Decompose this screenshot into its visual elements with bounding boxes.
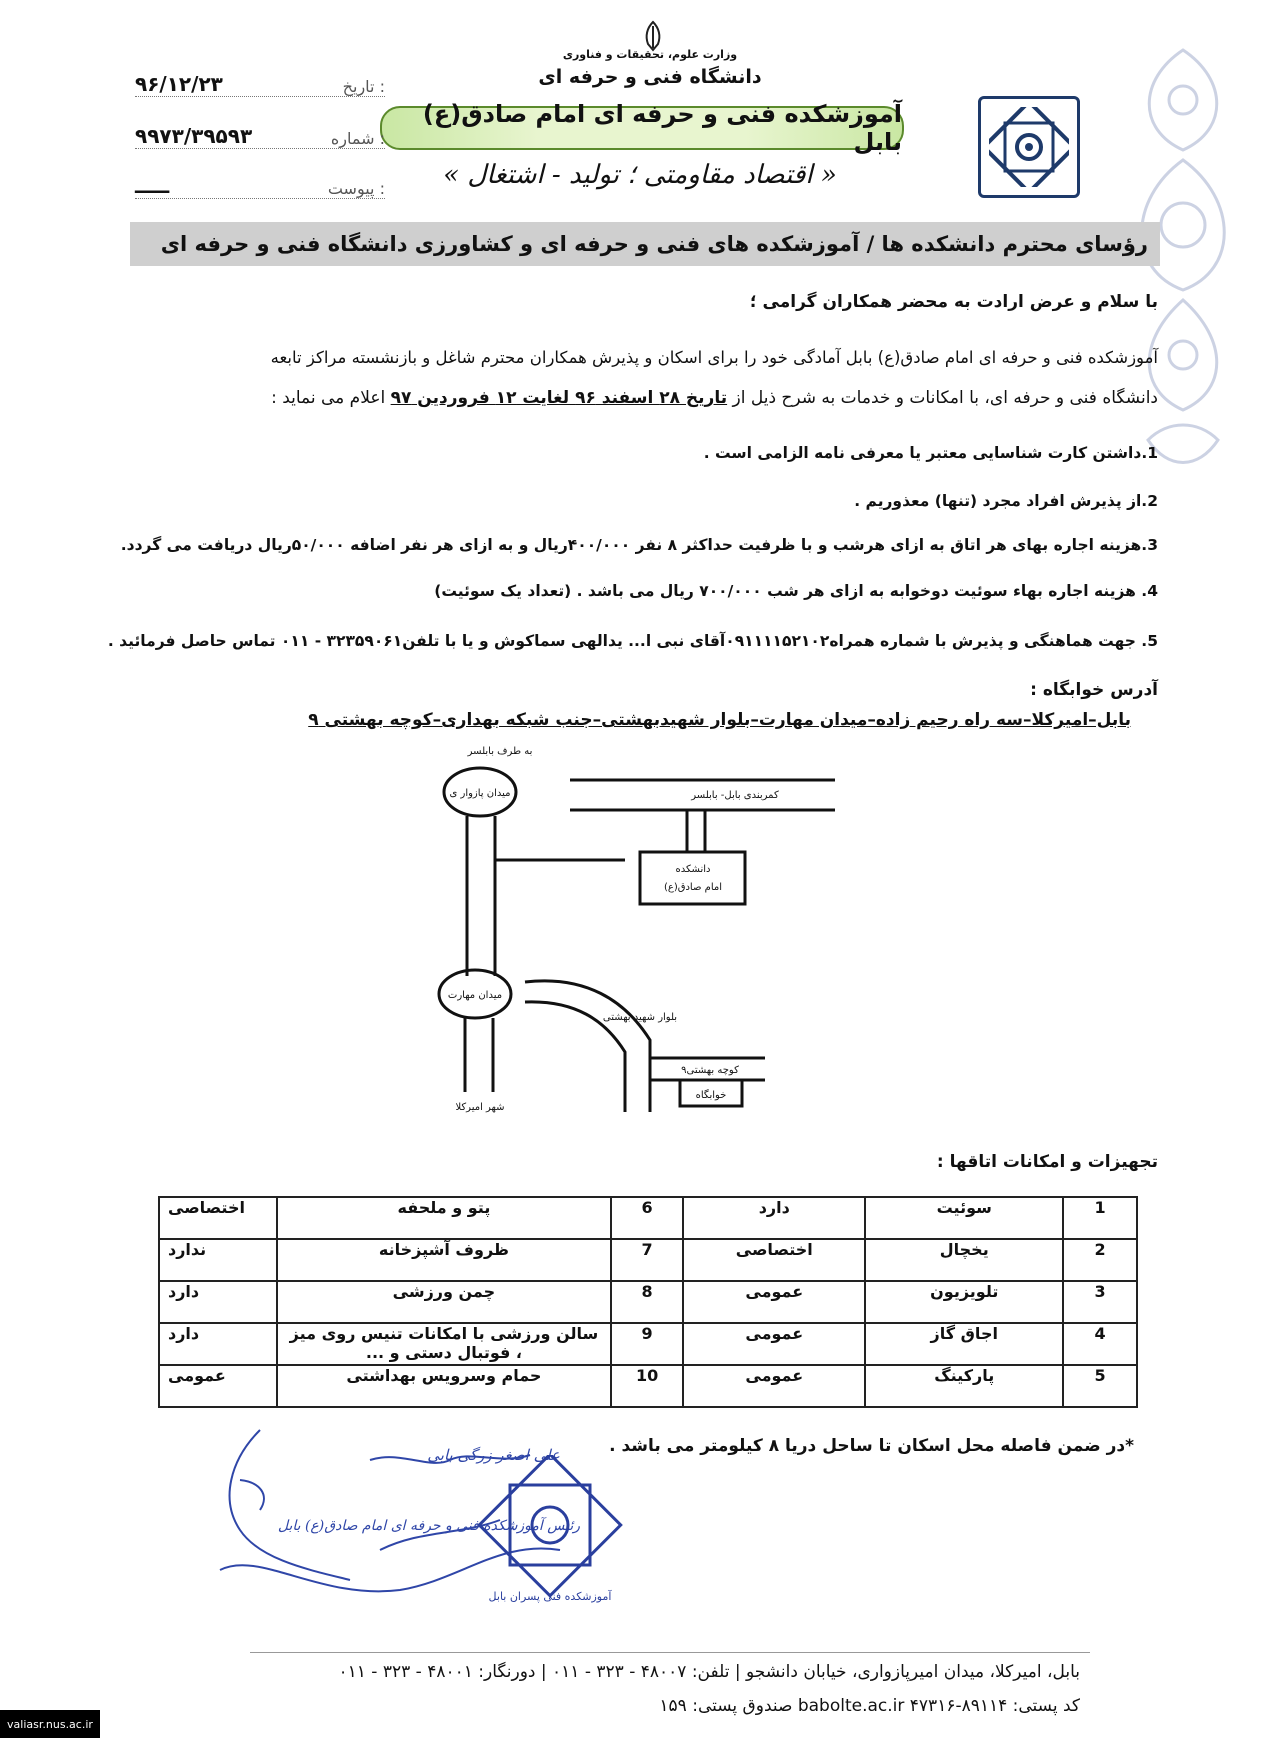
ministry-name: وزارت علوم، تحقیقات و فناوری <box>562 48 738 61</box>
intro-prefix: دانشگاه فنی و حرفه ای، با امکانات و خدمات به شرح ذیل از <box>732 388 1158 408</box>
equipment-title: تجهیزات و امکانات اتاقها : <box>936 1152 1158 1172</box>
note: *در ضمن فاصله محل اسکان تا ساحل دریا ۸ کیلومتر می باشد . <box>609 1436 1134 1456</box>
intro-suffix: اعلام می نماید : <box>271 388 386 408</box>
table-cell: دارد <box>159 1323 277 1365</box>
map-label: خوابگاه <box>695 1090 727 1101</box>
table-cell: دارد <box>159 1281 277 1323</box>
table-cell: 4 <box>1063 1323 1137 1365</box>
equipment-table <box>158 1196 1138 1408</box>
number-label: شماره : <box>330 129 385 148</box>
table-cell: اختصاصی <box>159 1197 277 1239</box>
table-cell: حمام وسرویس بهداشتی <box>277 1365 611 1407</box>
map-label: شهر امیرکلا <box>455 1102 505 1113</box>
table-cell: پتو و ملحفه <box>277 1197 611 1239</box>
table-row <box>159 1197 1137 1239</box>
college-banner <box>380 100 904 156</box>
map-label: کمربندی بابل- بابلسر <box>691 790 779 801</box>
svg-text:رئیس آموزشکده فنی و حرفه ای ام: رئیس آموزشکده فنی و حرفه ای امام صادق(ع) بابل <box>277 1518 580 1534</box>
footer-divider <box>250 1652 1090 1653</box>
table-cell: 1 <box>1063 1197 1137 1239</box>
table-row <box>159 1239 1137 1281</box>
table-cell: 3 <box>1063 1281 1137 1323</box>
list-item: 5. جهت هماهنگی و پذیرش با شماره همراه۰۹۱۱۱۱۵۲۱۰۲آقای نبی ا... یدالهی سماکوش و یا با تلفن۳۲۳۵۹۰۶۱ - ۰۱۱ تماس حاصل فرمائید . <box>107 632 1158 650</box>
recipients-bar <box>130 222 1160 266</box>
recipients-text: رؤسای محترم دانشکده ها / آموزشکده های فنی و حرفه ای و کشاورزی دانشگاه فنی و حرفه ای <box>160 232 1148 256</box>
table-cell: سوئیت <box>865 1197 1063 1239</box>
map-label: به طرف بابلسر <box>467 746 533 757</box>
list-item: 2.از پذیرش افراد مجرد (تنها) معذوریم . <box>854 492 1158 510</box>
number-value: ۹۹۷۳/۳۹۵۹۳ <box>135 124 253 148</box>
map-label: میدان مهارت <box>447 990 503 1001</box>
slogan: « اقتصاد مقاومتی ؛ تولید - اشتغال » <box>443 160 837 190</box>
college-logo <box>978 96 1080 198</box>
map-label: امام صادق(ع) <box>663 882 723 893</box>
table-cell: دارد <box>683 1197 865 1239</box>
map-label: بلوار شهید بهشتی <box>602 1012 678 1023</box>
attachment-label: پیوست : <box>327 179 385 198</box>
table-row <box>159 1281 1137 1323</box>
table-cell: یخچال <box>865 1239 1063 1281</box>
table-cell: ظروف آشپزخانه <box>277 1239 611 1281</box>
site-watermark: valiasr.nus.ac.ir <box>0 1710 100 1738</box>
footer-postal: کد پستی: ۸۹۱۱۴-۴۷۳۱۶ babolte.ac.ir صندوق پستی: ۱۵۹ <box>659 1696 1080 1716</box>
greeting: با سلام و عرض ارادت به محضر همکاران گرامی ؛ <box>749 292 1158 312</box>
attachment-field <box>135 172 385 199</box>
table-cell: پارکینگ <box>865 1365 1063 1407</box>
location-map <box>425 740 865 1130</box>
table-cell: 9 <box>611 1323 683 1365</box>
date-label: تاریخ : <box>342 77 385 96</box>
table-cell: عمومی <box>683 1281 865 1323</box>
intro-line-2 <box>271 388 1158 408</box>
map-label: دانشکده <box>675 864 711 875</box>
university-name: دانشگاه فنی و حرفه ای <box>538 66 762 88</box>
footer-address: بابل، امیرکلا، میدان امیرپازواری، خیابان دانشجو | تلفن: ۴۸۰۰۷ - ۳۲۳ - ۰۱۱ | دورنگار: ۴۸۰۰۱ - ۳۲۳ - ۰۱۱ <box>338 1662 1080 1682</box>
address-label: آدرس خوابگاه : <box>1030 680 1158 700</box>
map-label: کوچه بهشتی۹ <box>681 1065 739 1076</box>
table-cell: چمن ورزشی <box>277 1281 611 1323</box>
table-row <box>159 1323 1137 1365</box>
svg-text:آموزشکده فنی پسران بابل: آموزشکده فنی پسران بابل <box>488 1590 612 1603</box>
table-cell: اجاق گاز <box>865 1323 1063 1365</box>
table-cell: 2 <box>1063 1239 1137 1281</box>
date-value: ۹۶/۱۲/۲۳ <box>135 72 223 96</box>
table-row <box>159 1365 1137 1407</box>
table-cell: 8 <box>611 1281 683 1323</box>
official-stamp <box>460 1455 640 1605</box>
number-field <box>135 122 385 149</box>
table-cell: عمومی <box>159 1365 277 1407</box>
table-cell: عمومی <box>683 1323 865 1365</box>
map-label: میدان پازوار ی <box>449 788 511 799</box>
attachment-value: ـــــ <box>135 174 170 198</box>
list-item: 1.داشتن کارت شناسایی معتبر یا معرفی نامه الزامی است . <box>703 444 1158 462</box>
table-cell: 5 <box>1063 1365 1137 1407</box>
svg-text:علی اصغر زرگی بابی: علی اصغر زرگی بابی <box>427 1446 560 1464</box>
table-cell: ندارد <box>159 1239 277 1281</box>
table-cell: اختصاصی <box>683 1239 865 1281</box>
table-cell: عمومی <box>683 1365 865 1407</box>
table-cell: سالن ورزشی با امکانات تنیس روی میز ، فوتبال دستی و ... <box>277 1323 611 1365</box>
table-cell: 6 <box>611 1197 683 1239</box>
table-cell: 7 <box>611 1239 683 1281</box>
college-name: آموزشکده فنی و حرفه ای امام صادق(ع) بابل <box>422 100 902 156</box>
intro-date-range: تاریخ ۲۸ اسفند ۹۶ لغایت ۱۲ فروردین ۹۷ <box>390 388 728 408</box>
list-item: 4. هزینه اجاره بهاء سوئیت دوخوابه به ازای هر شب ۷۰۰/۰۰۰ ریال می باشد . (تعداد یک سوئیت) <box>434 582 1158 600</box>
college-logo-icon <box>989 107 1069 187</box>
address-text: بابل–امیرکلا–سه راه رحیم زاده–میدان مهارت–بلوار شهیدبهشتی–جنب شبکه بهداری–کوچه بهشتی ۹ <box>308 710 1131 730</box>
table-cell: تلویزیون <box>865 1281 1063 1323</box>
list-item: 3.هزینه اجاره بهای هر اتاق به ازای هرشب و با ظرفیت حداکثر ۸ نفر ۴۰۰/۰۰۰ریال و به ازای هر نفر اضافه ۵۰/۰۰۰ریال دریافت می گردد. <box>120 536 1158 554</box>
table-cell: 10 <box>611 1365 683 1407</box>
date-field <box>135 70 385 97</box>
intro-line-1: آموزشکده فنی و حرفه ای امام صادق(ع) بابل آمادگی خود را برای اسکان و پذیرش همکاران محترم شاغل و بازنشسته مراکز تابعه <box>270 348 1158 367</box>
